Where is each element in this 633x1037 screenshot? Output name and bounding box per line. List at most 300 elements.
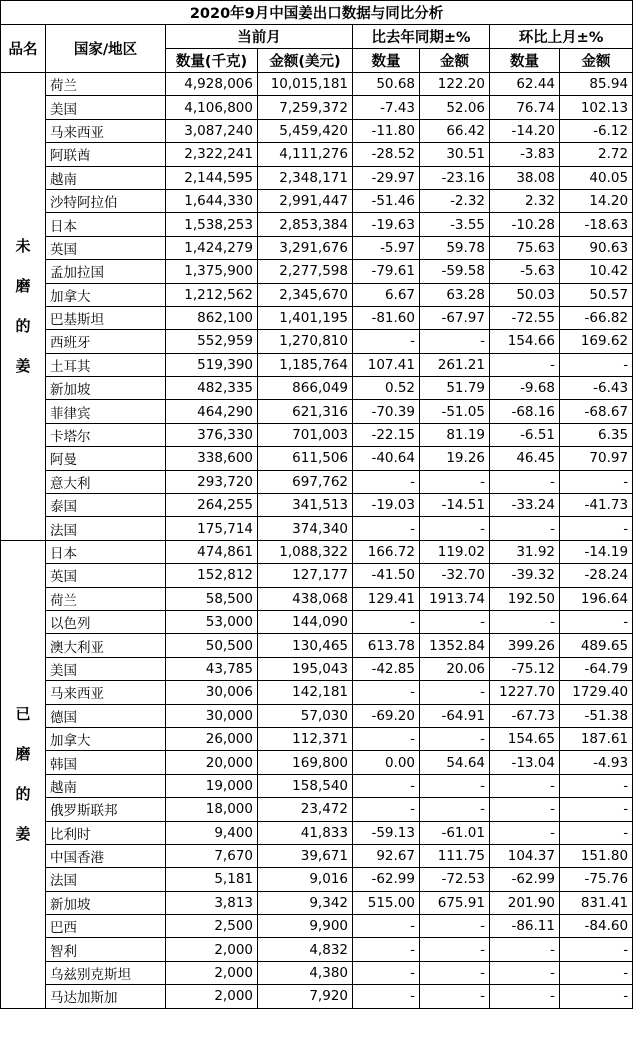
yoy-amount-cell: - (420, 610, 490, 633)
yoy-amount-cell: 63.28 (420, 283, 490, 306)
country-cell: 意大利 (46, 470, 166, 493)
yoy-amount-cell: -72.53 (420, 868, 490, 891)
yoy-qty-cell: -70.39 (353, 400, 420, 423)
table-row (1, 610, 633, 633)
mom-qty-cell: 399.26 (490, 634, 560, 657)
mom-amount-cell: -75.76 (560, 868, 633, 891)
amount-usd-cell: 127,177 (258, 564, 353, 587)
country-cell: 卡塔尔 (46, 423, 166, 446)
country-cell: 法国 (46, 868, 166, 891)
mom-qty-cell: -9.68 (490, 377, 560, 400)
qty-kg-cell: 2,000 (166, 961, 258, 984)
yoy-amount-cell: -14.51 (420, 494, 490, 517)
yoy-amount-cell: 81.19 (420, 423, 490, 446)
yoy-qty-cell: -79.61 (353, 260, 420, 283)
yoy-amount-cell: - (420, 774, 490, 797)
qty-kg-cell: 18,000 (166, 798, 258, 821)
mom-amount-cell: - (560, 470, 633, 493)
country-cell: 日本 (46, 540, 166, 563)
mom-amount-cell: -14.19 (560, 540, 633, 563)
country-cell: 阿曼 (46, 447, 166, 470)
yoy-amount-cell: 122.20 (420, 73, 490, 96)
mom-qty-cell: - (490, 961, 560, 984)
table-row (1, 868, 633, 891)
yoy-amount-cell: -51.05 (420, 400, 490, 423)
country-cell: 荷兰 (46, 587, 166, 610)
mom-amount-cell: -66.82 (560, 306, 633, 329)
yoy-amount-cell: - (420, 681, 490, 704)
yoy-amount-cell: 54.64 (420, 751, 490, 774)
mom-amount-cell: - (560, 774, 633, 797)
amount-usd-cell: 5,459,420 (258, 119, 353, 142)
table-row (1, 447, 633, 470)
mom-qty-cell: - (490, 610, 560, 633)
yoy-amount-cell: - (420, 915, 490, 938)
yoy-amount-cell: - (420, 727, 490, 750)
yoy-qty-cell: -11.80 (353, 119, 420, 142)
yoy-qty-cell: - (353, 938, 420, 961)
yoy-amount-cell: - (420, 330, 490, 353)
mom-amount-cell: 40.05 (560, 166, 633, 189)
header-product: 品名 (1, 25, 46, 73)
yoy-qty-cell: 0.52 (353, 377, 420, 400)
header-amount-usd: 金额(美元) (258, 49, 353, 73)
yoy-qty-cell: -28.52 (353, 143, 420, 166)
mom-amount-cell: -64.79 (560, 657, 633, 680)
amount-usd-cell: 39,671 (258, 844, 353, 867)
product-category-char: 未 (15, 237, 31, 256)
country-cell: 以色列 (46, 610, 166, 633)
yoy-qty-cell: - (353, 681, 420, 704)
table-row (1, 587, 633, 610)
table-row (1, 985, 633, 1008)
qty-kg-cell: 1,424,279 (166, 236, 258, 259)
qty-kg-cell: 338,600 (166, 447, 258, 470)
table-row (1, 798, 633, 821)
product-category-char: 磨 (15, 277, 31, 296)
mom-qty-cell: -86.11 (490, 915, 560, 938)
table-row (1, 821, 633, 844)
mom-amount-cell: 831.41 (560, 891, 633, 914)
mom-amount-cell: - (560, 798, 633, 821)
qty-kg-cell: 293,720 (166, 470, 258, 493)
table-row (1, 423, 633, 446)
country-cell: 土耳其 (46, 353, 166, 376)
amount-usd-cell: 1,185,764 (258, 353, 353, 376)
country-cell: 澳大利亚 (46, 634, 166, 657)
qty-kg-cell: 20,000 (166, 751, 258, 774)
country-cell: 智利 (46, 938, 166, 961)
mom-qty-cell: 46.45 (490, 447, 560, 470)
qty-kg-cell: 53,000 (166, 610, 258, 633)
title-row (1, 1, 633, 25)
country-cell: 阿联酋 (46, 143, 166, 166)
yoy-amount-cell: - (420, 470, 490, 493)
qty-kg-cell: 1,538,253 (166, 213, 258, 236)
amount-usd-cell: 621,316 (258, 400, 353, 423)
table-row (1, 260, 633, 283)
table-row (1, 189, 633, 212)
amount-usd-cell: 701,003 (258, 423, 353, 446)
amount-usd-cell: 2,348,171 (258, 166, 353, 189)
amount-usd-cell: 169,800 (258, 751, 353, 774)
qty-kg-cell: 3,813 (166, 891, 258, 914)
mom-qty-cell: -5.63 (490, 260, 560, 283)
product-category-cell (1, 73, 46, 541)
mom-qty-cell: - (490, 470, 560, 493)
yoy-qty-cell: -59.13 (353, 821, 420, 844)
yoy-qty-cell: -7.43 (353, 96, 420, 119)
yoy-qty-cell: 166.72 (353, 540, 420, 563)
mom-amount-cell: 90.63 (560, 236, 633, 259)
yoy-qty-cell: - (353, 330, 420, 353)
table-row (1, 844, 633, 867)
mom-amount-cell: 169.62 (560, 330, 633, 353)
qty-kg-cell: 43,785 (166, 657, 258, 680)
yoy-qty-cell: 613.78 (353, 634, 420, 657)
qty-kg-cell: 464,290 (166, 400, 258, 423)
product-category-char: 姜 (15, 825, 31, 844)
qty-kg-cell: 50,500 (166, 634, 258, 657)
country-cell: 越南 (46, 774, 166, 797)
yoy-qty-cell: - (353, 915, 420, 938)
table-row (1, 306, 633, 329)
yoy-qty-cell: 92.67 (353, 844, 420, 867)
qty-kg-cell: 26,000 (166, 727, 258, 750)
yoy-amount-cell: -32.70 (420, 564, 490, 587)
amount-usd-cell: 158,540 (258, 774, 353, 797)
mom-amount-cell: -18.63 (560, 213, 633, 236)
qty-kg-cell: 30,006 (166, 681, 258, 704)
mom-qty-cell: - (490, 821, 560, 844)
yoy-amount-cell: -61.01 (420, 821, 490, 844)
table-row (1, 119, 633, 142)
yoy-amount-cell: 19.26 (420, 447, 490, 470)
mom-amount-cell: 14.20 (560, 189, 633, 212)
yoy-amount-cell: -67.97 (420, 306, 490, 329)
yoy-qty-cell: -42.85 (353, 657, 420, 680)
table-row (1, 704, 633, 727)
mom-qty-cell: -67.73 (490, 704, 560, 727)
amount-usd-cell: 10,015,181 (258, 73, 353, 96)
mom-qty-cell: - (490, 938, 560, 961)
amount-usd-cell: 195,043 (258, 657, 353, 680)
mom-amount-cell: 50.57 (560, 283, 633, 306)
table-row (1, 564, 633, 587)
table-row (1, 400, 633, 423)
country-cell: 法国 (46, 517, 166, 540)
country-cell: 乌兹别克斯坦 (46, 961, 166, 984)
yoy-qty-cell: -29.97 (353, 166, 420, 189)
yoy-qty-cell: -69.20 (353, 704, 420, 727)
table-row (1, 494, 633, 517)
yoy-qty-cell: 515.00 (353, 891, 420, 914)
mom-amount-cell: -6.12 (560, 119, 633, 142)
country-cell: 马来西亚 (46, 119, 166, 142)
yoy-qty-cell: - (353, 727, 420, 750)
product-category-char: 磨 (15, 745, 31, 764)
table-row (1, 236, 633, 259)
yoy-amount-cell: -2.32 (420, 189, 490, 212)
amount-usd-cell: 2,853,384 (258, 213, 353, 236)
header-country: 国家/地区 (46, 25, 166, 73)
amount-usd-cell: 4,832 (258, 938, 353, 961)
amount-usd-cell: 1,270,810 (258, 330, 353, 353)
mom-qty-cell: - (490, 517, 560, 540)
yoy-qty-cell: 0.00 (353, 751, 420, 774)
yoy-qty-cell: 50.68 (353, 73, 420, 96)
mom-amount-cell: -4.93 (560, 751, 633, 774)
country-cell: 马达加斯加 (46, 985, 166, 1008)
yoy-qty-cell: - (353, 470, 420, 493)
qty-kg-cell: 1,212,562 (166, 283, 258, 306)
qty-kg-cell: 862,100 (166, 306, 258, 329)
qty-kg-cell: 3,087,240 (166, 119, 258, 142)
mom-amount-cell: 196.64 (560, 587, 633, 610)
mom-qty-cell: 154.66 (490, 330, 560, 353)
country-cell: 加拿大 (46, 283, 166, 306)
yoy-qty-cell: -40.64 (353, 447, 420, 470)
country-cell: 荷兰 (46, 73, 166, 96)
country-cell: 英国 (46, 564, 166, 587)
mom-qty-cell: -68.16 (490, 400, 560, 423)
table-row (1, 751, 633, 774)
amount-usd-cell: 697,762 (258, 470, 353, 493)
mom-amount-cell: -41.73 (560, 494, 633, 517)
header-mom-qty: 数量 (490, 49, 560, 73)
table-row (1, 377, 633, 400)
mom-qty-cell: 31.92 (490, 540, 560, 563)
mom-amount-cell: 102.13 (560, 96, 633, 119)
qty-kg-cell: 30,000 (166, 704, 258, 727)
amount-usd-cell: 1,401,195 (258, 306, 353, 329)
amount-usd-cell: 2,277,598 (258, 260, 353, 283)
country-cell: 美国 (46, 96, 166, 119)
amount-usd-cell: 41,833 (258, 821, 353, 844)
amount-usd-cell: 341,513 (258, 494, 353, 517)
amount-usd-cell: 9,900 (258, 915, 353, 938)
yoy-qty-cell: -19.03 (353, 494, 420, 517)
country-cell: 英国 (46, 236, 166, 259)
product-category-char: 姜 (15, 357, 31, 376)
qty-kg-cell: 376,330 (166, 423, 258, 446)
country-cell: 巴西 (46, 915, 166, 938)
table-row (1, 166, 633, 189)
mom-qty-cell: -75.12 (490, 657, 560, 680)
mom-qty-cell: -10.28 (490, 213, 560, 236)
country-cell: 西班牙 (46, 330, 166, 353)
product-category-char: 的 (15, 317, 31, 336)
yoy-qty-cell: 6.67 (353, 283, 420, 306)
mom-amount-cell: - (560, 961, 633, 984)
table-row (1, 891, 633, 914)
mom-qty-cell: - (490, 985, 560, 1008)
amount-usd-cell: 374,340 (258, 517, 353, 540)
country-cell: 韩国 (46, 751, 166, 774)
product-category-cell (1, 540, 46, 1008)
yoy-amount-cell: - (420, 798, 490, 821)
mom-qty-cell: 38.08 (490, 166, 560, 189)
table-row (1, 353, 633, 376)
qty-kg-cell: 4,928,006 (166, 73, 258, 96)
yoy-amount-cell: -3.55 (420, 213, 490, 236)
amount-usd-cell: 142,181 (258, 681, 353, 704)
table-row (1, 470, 633, 493)
mom-qty-cell: 1227.70 (490, 681, 560, 704)
amount-usd-cell: 144,090 (258, 610, 353, 633)
mom-qty-cell: 62.44 (490, 73, 560, 96)
qty-kg-cell: 1,644,330 (166, 189, 258, 212)
country-cell: 新加坡 (46, 377, 166, 400)
mom-amount-cell: - (560, 610, 633, 633)
table-row (1, 657, 633, 680)
yoy-amount-cell: 51.79 (420, 377, 490, 400)
yoy-amount-cell: 119.02 (420, 540, 490, 563)
yoy-amount-cell: 52.06 (420, 96, 490, 119)
yoy-qty-cell: -41.50 (353, 564, 420, 587)
mom-qty-cell: - (490, 353, 560, 376)
country-cell: 中国香港 (46, 844, 166, 867)
yoy-amount-cell: 261.21 (420, 353, 490, 376)
yoy-qty-cell: 107.41 (353, 353, 420, 376)
table-row (1, 73, 633, 96)
country-cell: 俄罗斯联邦 (46, 798, 166, 821)
table-row (1, 540, 633, 563)
mom-qty-cell: 154.65 (490, 727, 560, 750)
mom-amount-cell: 1729.40 (560, 681, 633, 704)
mom-amount-cell: - (560, 517, 633, 540)
table-body (1, 73, 633, 1009)
mom-amount-cell: 10.42 (560, 260, 633, 283)
mom-amount-cell: - (560, 353, 633, 376)
amount-usd-cell: 4,111,276 (258, 143, 353, 166)
amount-usd-cell: 611,506 (258, 447, 353, 470)
mom-amount-cell: - (560, 985, 633, 1008)
amount-usd-cell: 3,291,676 (258, 236, 353, 259)
mom-qty-cell: -62.99 (490, 868, 560, 891)
product-category-char: 的 (15, 785, 31, 804)
yoy-amount-cell: 59.78 (420, 236, 490, 259)
qty-kg-cell: 264,255 (166, 494, 258, 517)
amount-usd-cell: 2,991,447 (258, 189, 353, 212)
qty-kg-cell: 152,812 (166, 564, 258, 587)
mom-qty-cell: - (490, 798, 560, 821)
product-category-char: 已 (15, 705, 31, 724)
country-cell: 越南 (46, 166, 166, 189)
mom-amount-cell: 489.65 (560, 634, 633, 657)
country-cell: 马来西亚 (46, 681, 166, 704)
qty-kg-cell: 2,500 (166, 915, 258, 938)
yoy-qty-cell: -22.15 (353, 423, 420, 446)
header-qty-kg: 数量(千克) (166, 49, 258, 73)
header-current-month: 当前月 (166, 25, 353, 49)
yoy-amount-cell: 1352.84 (420, 634, 490, 657)
amount-usd-cell: 7,920 (258, 985, 353, 1008)
yoy-qty-cell: -19.63 (353, 213, 420, 236)
amount-usd-cell: 23,472 (258, 798, 353, 821)
yoy-amount-cell: 675.91 (420, 891, 490, 914)
yoy-qty-cell: - (353, 798, 420, 821)
mom-qty-cell: -14.20 (490, 119, 560, 142)
yoy-qty-cell: - (353, 985, 420, 1008)
header-yoy-qty: 数量 (353, 49, 420, 73)
qty-kg-cell: 4,106,800 (166, 96, 258, 119)
qty-kg-cell: 2,000 (166, 938, 258, 961)
mom-qty-cell: -72.55 (490, 306, 560, 329)
mom-qty-cell: 2.32 (490, 189, 560, 212)
yoy-qty-cell: - (353, 610, 420, 633)
mom-qty-cell: -39.32 (490, 564, 560, 587)
country-cell: 比利时 (46, 821, 166, 844)
amount-usd-cell: 438,068 (258, 587, 353, 610)
qty-kg-cell: 1,375,900 (166, 260, 258, 283)
qty-kg-cell: 5,181 (166, 868, 258, 891)
mom-amount-cell: 187.61 (560, 727, 633, 750)
yoy-qty-cell: - (353, 517, 420, 540)
yoy-amount-cell: - (420, 985, 490, 1008)
yoy-qty-cell: -81.60 (353, 306, 420, 329)
table-row (1, 961, 633, 984)
mom-qty-cell: 192.50 (490, 587, 560, 610)
amount-usd-cell: 130,465 (258, 634, 353, 657)
country-cell: 加拿大 (46, 727, 166, 750)
mom-qty-cell: -3.83 (490, 143, 560, 166)
yoy-amount-cell: - (420, 517, 490, 540)
yoy-qty-cell: -51.46 (353, 189, 420, 212)
qty-kg-cell: 58,500 (166, 587, 258, 610)
country-cell: 孟加拉国 (46, 260, 166, 283)
table-row (1, 213, 633, 236)
mom-amount-cell: -51.38 (560, 704, 633, 727)
table-row (1, 96, 633, 119)
yoy-amount-cell: - (420, 961, 490, 984)
yoy-amount-cell: -59.58 (420, 260, 490, 283)
yoy-qty-cell: -5.97 (353, 236, 420, 259)
amount-usd-cell: 9,016 (258, 868, 353, 891)
mom-qty-cell: - (490, 774, 560, 797)
table-row (1, 143, 633, 166)
amount-usd-cell: 112,371 (258, 727, 353, 750)
mom-qty-cell: 75.63 (490, 236, 560, 259)
qty-kg-cell: 9,400 (166, 821, 258, 844)
qty-kg-cell: 552,959 (166, 330, 258, 353)
country-cell: 日本 (46, 213, 166, 236)
mom-qty-cell: 201.90 (490, 891, 560, 914)
yoy-qty-cell: 129.41 (353, 587, 420, 610)
country-cell: 沙特阿拉伯 (46, 189, 166, 212)
mom-qty-cell: 76.74 (490, 96, 560, 119)
amount-usd-cell: 7,259,372 (258, 96, 353, 119)
mom-amount-cell: - (560, 938, 633, 961)
mom-amount-cell: 151.80 (560, 844, 633, 867)
qty-kg-cell: 2,000 (166, 985, 258, 1008)
country-cell: 菲律宾 (46, 400, 166, 423)
amount-usd-cell: 57,030 (258, 704, 353, 727)
header-mom-amount: 金额 (560, 49, 633, 73)
mom-amount-cell: -84.60 (560, 915, 633, 938)
mom-amount-cell: -6.43 (560, 377, 633, 400)
yoy-qty-cell: - (353, 961, 420, 984)
mom-qty-cell: -33.24 (490, 494, 560, 517)
yoy-amount-cell: 111.75 (420, 844, 490, 867)
table-row (1, 330, 633, 353)
mom-amount-cell: - (560, 821, 633, 844)
amount-usd-cell: 2,345,670 (258, 283, 353, 306)
yoy-qty-cell: - (353, 774, 420, 797)
qty-kg-cell: 2,144,595 (166, 166, 258, 189)
header-mom: 环比上月±% (490, 25, 633, 49)
mom-qty-cell: 50.03 (490, 283, 560, 306)
